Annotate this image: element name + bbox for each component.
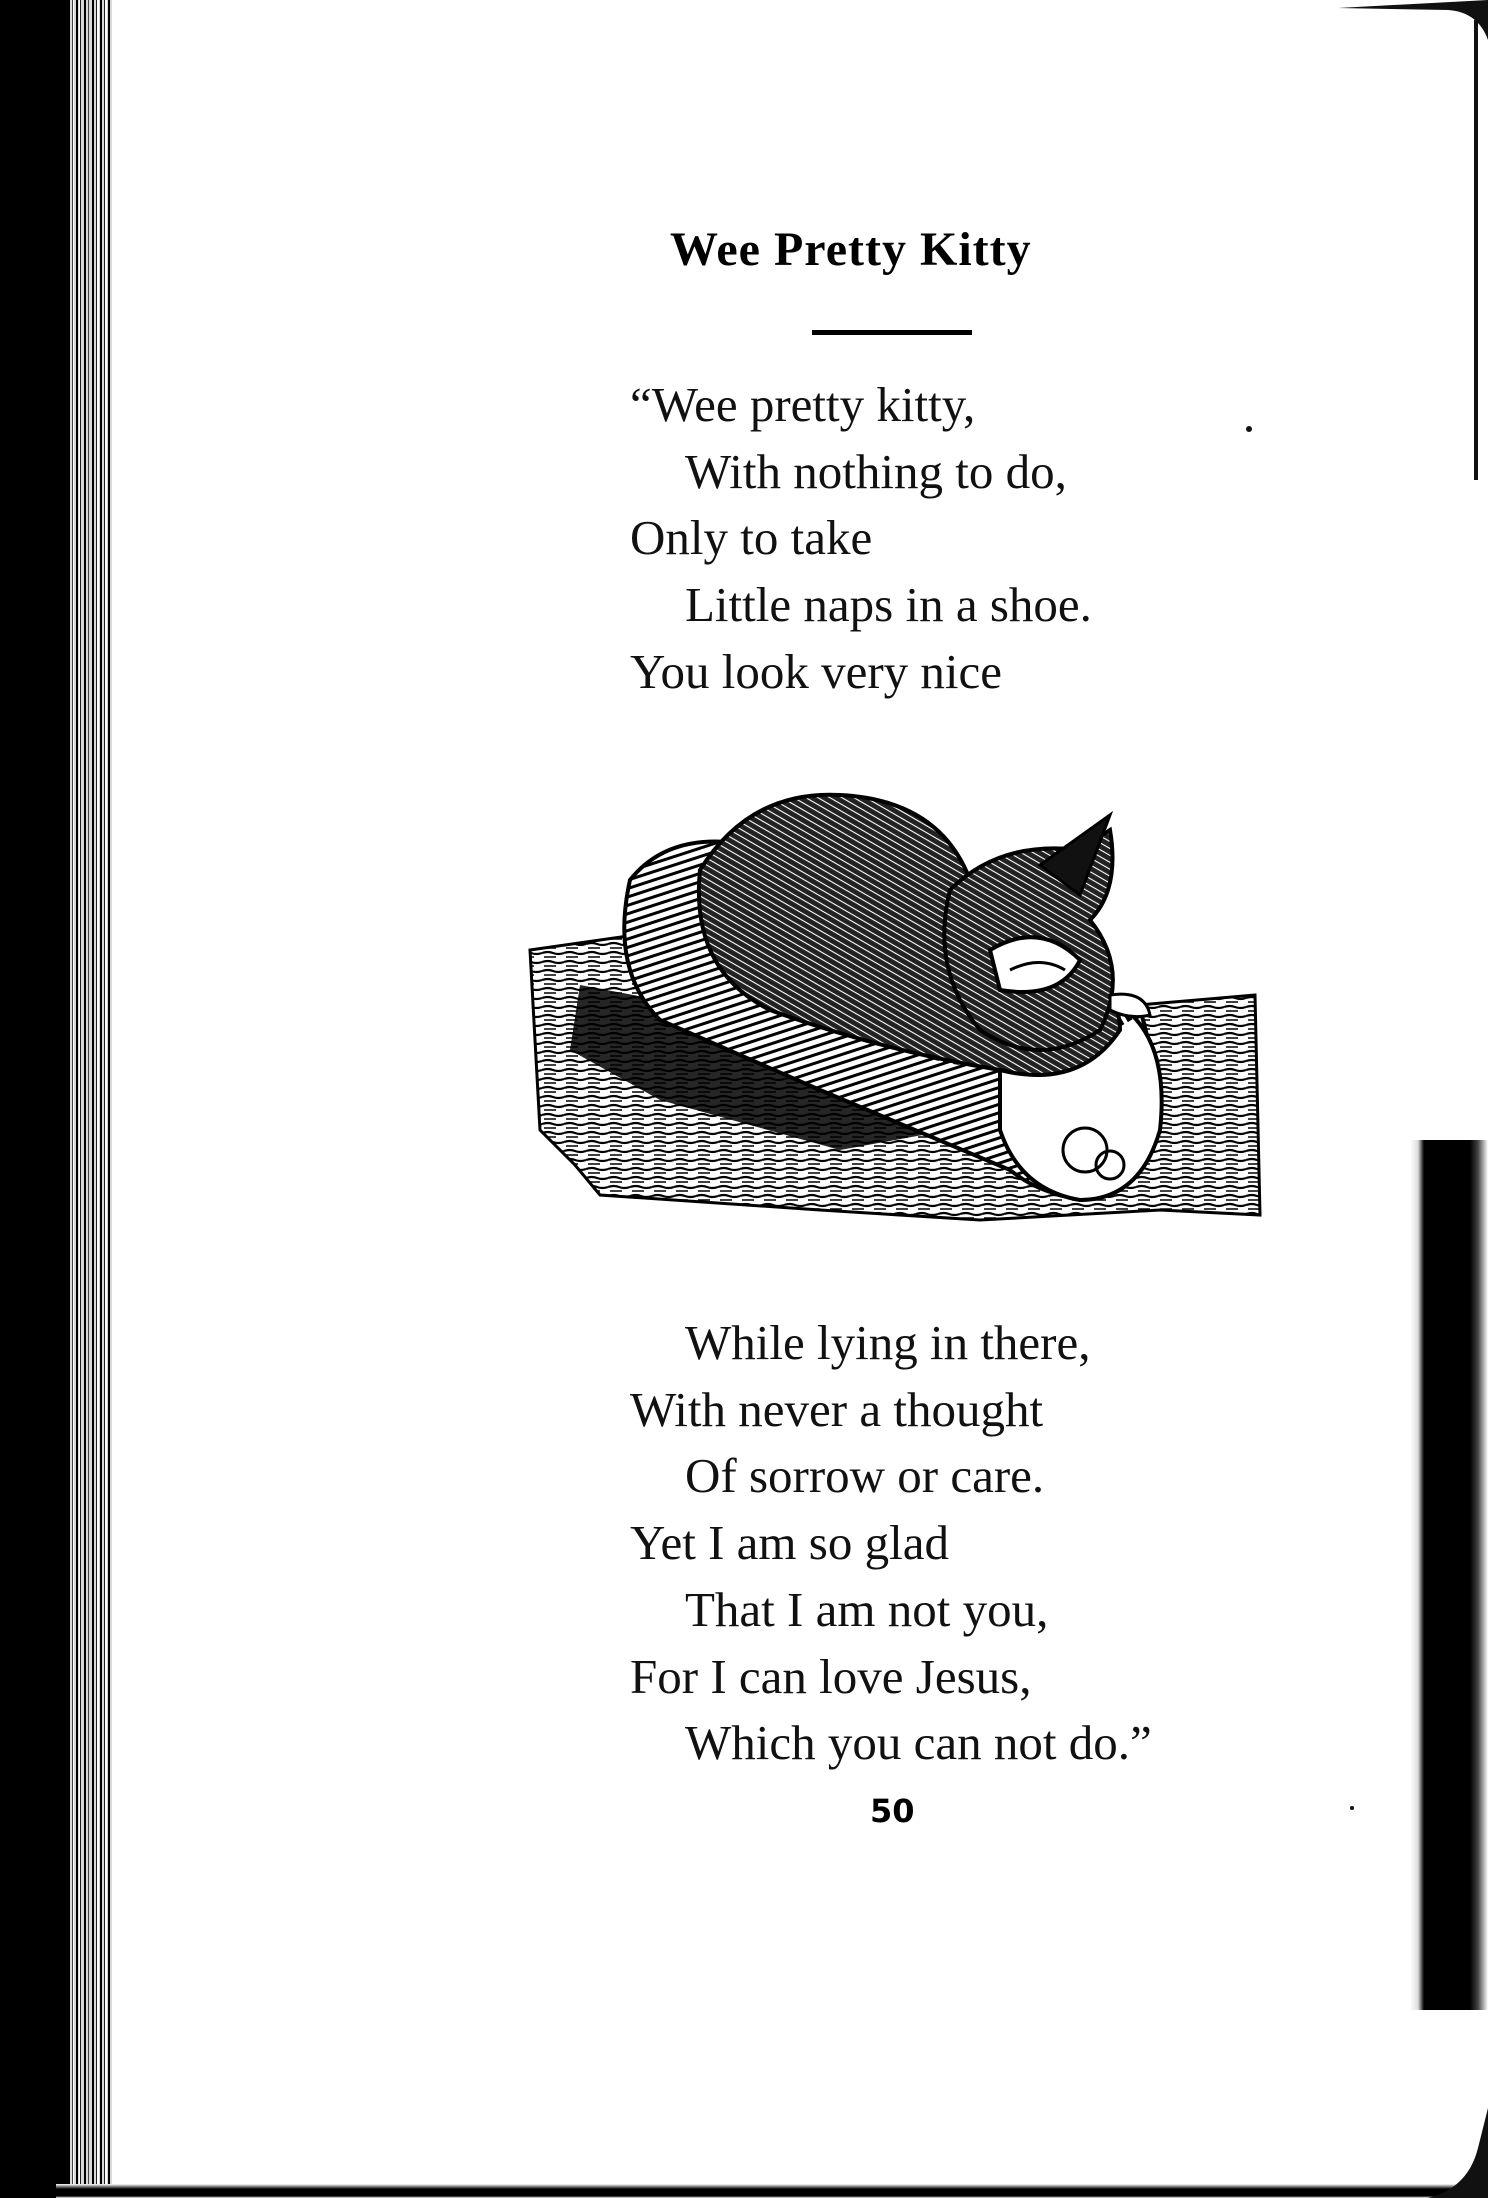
poem-line: Little naps in a shoe.	[685, 577, 1092, 633]
speck	[1246, 426, 1252, 432]
page-number: 50	[870, 1792, 915, 1830]
poem-line: With never a thought	[630, 1381, 1044, 1437]
poem-line: Only to take	[630, 510, 873, 566]
page-edge-shadow-right	[1410, 1140, 1488, 2010]
page-edge-line	[1474, 20, 1478, 480]
page-corner-top-right	[1338, 0, 1488, 40]
page-corner-bottom-right	[1428, 2108, 1488, 2198]
poem-line: With nothing to do,	[685, 443, 1067, 499]
speck	[1350, 1806, 1354, 1810]
poem-line: You look very nice	[630, 643, 1003, 699]
poem-line: That I am not you,	[685, 1581, 1049, 1637]
spine-dark-band	[0, 0, 70, 2198]
page-edge-shadow-bottom	[56, 2184, 1458, 2198]
poem-line: Yet I am so glad	[630, 1515, 949, 1571]
stanza-1	[630, 372, 1092, 706]
poem-line: While lying in there,	[685, 1315, 1091, 1370]
poem-line: Of sorrow or care.	[685, 1448, 1045, 1504]
poem-line: “Wee pretty kitty,	[630, 377, 976, 432]
stanza-2	[630, 1310, 1152, 1777]
poem-line: Which you can not do.”	[685, 1715, 1152, 1771]
title-rule	[812, 330, 972, 335]
poem-title: Wee Pretty Kitty	[670, 223, 1032, 276]
kitten-in-shoe-illustration	[520, 770, 1270, 1230]
poem-line: For I can love Jesus,	[630, 1648, 1032, 1704]
